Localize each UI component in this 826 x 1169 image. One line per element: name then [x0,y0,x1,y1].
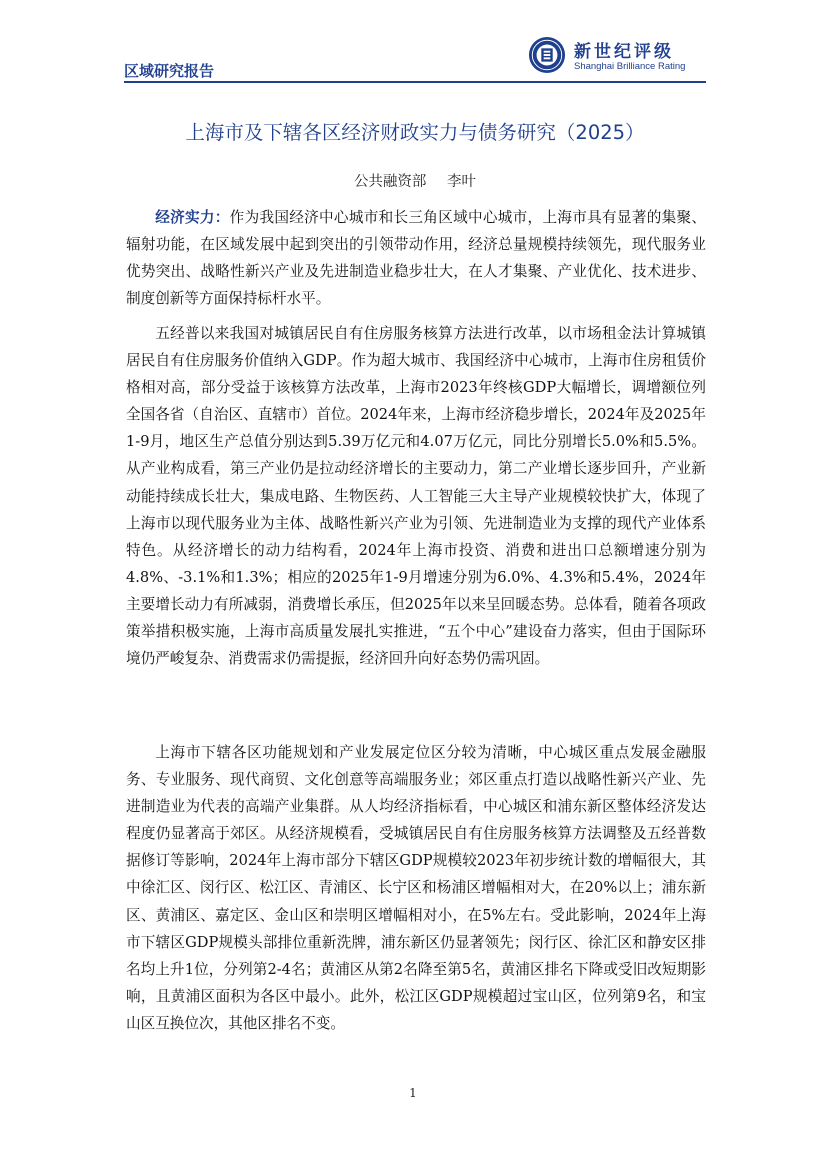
header-divider [124,81,706,83]
paragraph-economic-strength [126,204,706,312]
brand-logo [528,34,706,78]
section-label: 区域研究报告 [124,62,215,80]
brand-name-en: Shanghai Brilliance Rating [574,61,686,72]
paragraph-text: 作为我国经济中心城市和长三角区域中心城市，上海市具有显著的集聚、辐射功能，在区域发展中起到突出的引领带动作用，经济总量规模持续领先，现代服务业优势突出、战略性新兴产业及先进制造业稳步壮大，在人才集聚、产业优化、技术进步、制度创新等方面保持标杆水平。 [126,209,706,308]
page-number: 1 [409,1086,417,1100]
paragraph-gdp-accounting: 五经普以来我国对城镇居民自有住房服务核算方法进行改革，以市场租金法计算城镇居民自有住房服务价值纳入GDP。作为超大城市、我国经济中心城市，上海市住房租赁价格相对高，部分受益于该核算方法改革，上海市2023年终核GDP大幅增长，调增额位列全国各省（自治区、直辖市）首位。2024年来，上海市经济稳步增长，2024年及2025年1-9月，地区生产总值分别达到5.39万亿元和4.07万亿元，同比分别增长5.0%和5.5%。从产业构成看，第三产业仍是拉动经济增长的主要动力，第二产业增长逐步回升，产业新动能持续成长壮大，集成电路、生物医药、人工智能三大主导产业规模较快扩大，体现了上海市以现代服务业为主体、战略性新兴产业为引领、先进制造业为支撑的现代产业体系特色。从经济增长的动力结构看，2024年上海市投资、消费和进出口总额增速分别为4.8%、-3.1%和1.3%；相应的2025年1-9月增速分别为6.0%、4.3%和5.4%，2024年主要增长动力有所减弱，消费增长承压，但2025年以来呈回暖态势。总体看，随着各项政策举措积极实施，上海市高质量发展扎实推进，“五个中心”建设奋力落实，但由于国际环境仍严峻复杂、消费需求仍需提振，经济回升向好态势仍需巩固。 [126,325,706,668]
brand-name-cn: 新世纪评级 [574,42,674,62]
author-name: 李叶 [447,174,477,190]
authors-line [124,170,706,191]
page-header [124,30,706,82]
rating-seal-icon [528,36,566,74]
report-title: 上海市及下辖各区经济财政实力与债务研究（2025） [185,121,645,144]
paragraph-district-structure: 上海市下辖各区功能规划和产业发展定位区分较为清晰，中心城区重点发展金融服务、专业服务、现代商贸、文化创意等高端服务业；郊区重点打造以战略性新兴产业、先进制造业为代表的高端产业集群。从人均经济指标看，中心城区和浦东新区整体经济发达程度仍显著高于郊区。从经济规模看，受城镇居民自有住房服务核算方法调整及五经普数据修订等影响，2024年上海市部分下辖区GDP规模较2023年初步统计数的增幅很大，其中徐汇区、闵行区、松江区、青浦区、长宁区和杨浦区增幅相对大，在20%以上；浦东新区、黄浦区、嘉定区、金山区和崇明区增幅相对小，在5%左右。受此影响，2024年上海市下辖区GDP规模头部排位重新洗牌，浦东新区仍显著领先；闵行区、徐汇区和静安区排名均上升1位，分列第2-4名；黄浦区从第2名降至第5名，黄浦区排名下降或受旧改短期影响，且黄浦区面积为各区中最小。此外，松江区GDP规模超过宝山区，位列第9名，和宝山区互换位次，其他区排名不变。 [126,744,706,1032]
author-department: 公共融资部 [353,174,427,190]
paragraph-lead-label: 经济实力： [155,209,230,226]
